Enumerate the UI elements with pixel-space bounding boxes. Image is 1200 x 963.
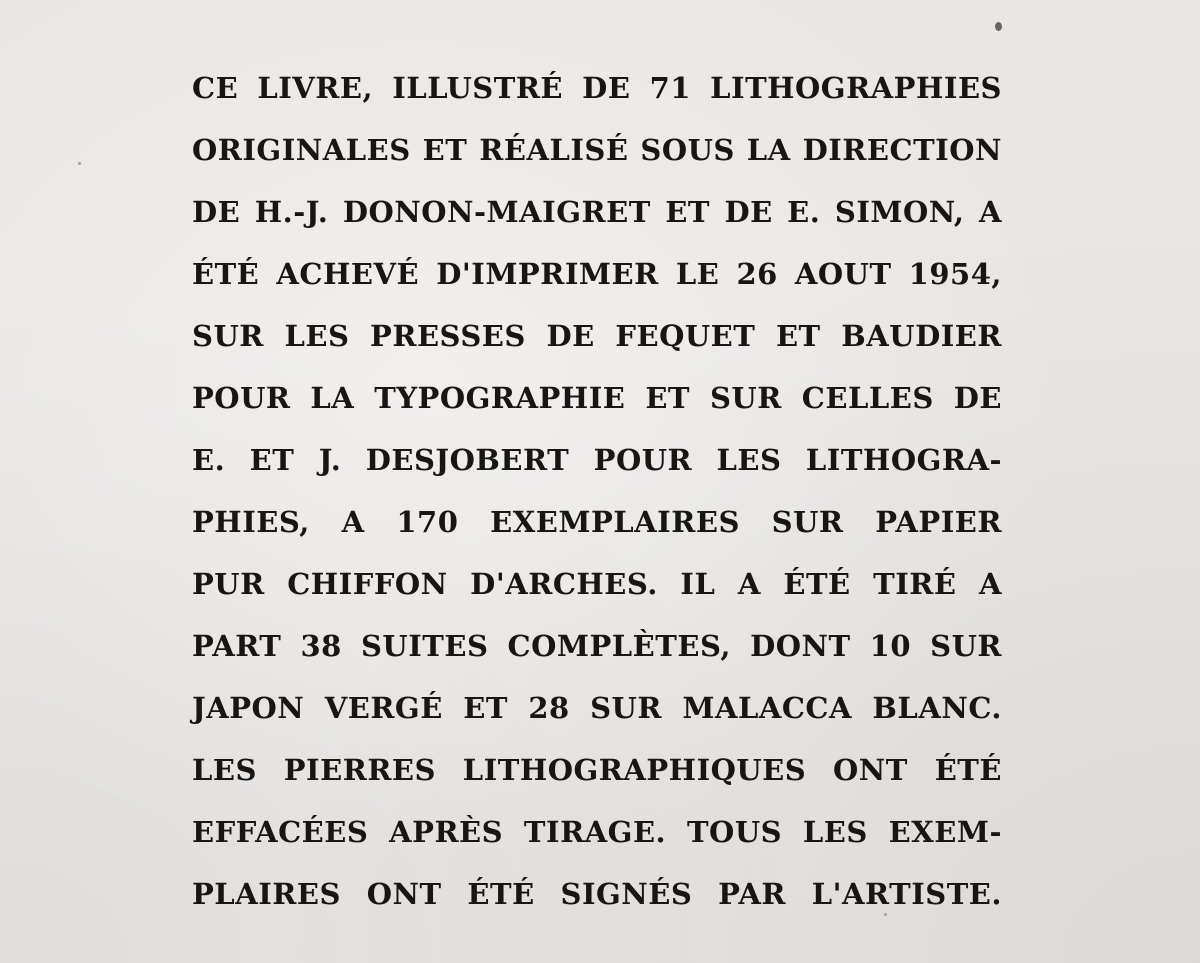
colophon-line: ORIGINALES ET RÉALISÉ SOUS LA DIRECTION <box>192 133 1002 167</box>
colophon-line: PUR CHIFFON D'ARCHES. IL A ÉTÉ TIRÉ A <box>192 567 1002 601</box>
colophon-line: PART 38 SUITES COMPLÈTES, DONT 10 SUR <box>192 629 1002 663</box>
colophon-line: JAPON VERGÉ ET 28 SUR MALACCA BLANC. <box>192 691 1002 725</box>
colophon-text-block <box>192 62 1002 930</box>
colophon-line: PHIES, A 170 EXEMPLAIRES SUR PAPIER <box>192 505 1002 539</box>
colophon-line: POUR LA TYPOGRAPHIE ET SUR CELLES DE <box>192 381 1002 415</box>
colophon-line: PLAIRES ONT ÉTÉ SIGNÉS PAR L'ARTISTE. <box>192 877 1002 911</box>
paper-speck <box>78 162 81 165</box>
colophon-line: E. ET J. DESJOBERT POUR LES LITHOGRA- <box>192 443 1002 477</box>
colophon-line: SUR LES PRESSES DE FEQUET ET BAUDIER <box>192 319 1002 353</box>
colophon-line: LES PIERRES LITHOGRAPHIQUES ONT ÉTÉ <box>192 753 1002 787</box>
paper-speck <box>995 22 1002 31</box>
colophon-line: EFFACÉES APRÈS TIRAGE. TOUS LES EXEM- <box>192 815 1002 849</box>
colophon-line: DE H.-J. DONON-MAIGRET ET DE E. SIMON, A <box>192 195 1002 229</box>
colophon-line: ÉTÉ ACHEVÉ D'IMPRIMER LE 26 AOUT 1954, <box>192 257 1002 291</box>
colophon-line: CE LIVRE, ILLUSTRÉ DE 71 LITHOGRAPHIES <box>192 71 1002 105</box>
